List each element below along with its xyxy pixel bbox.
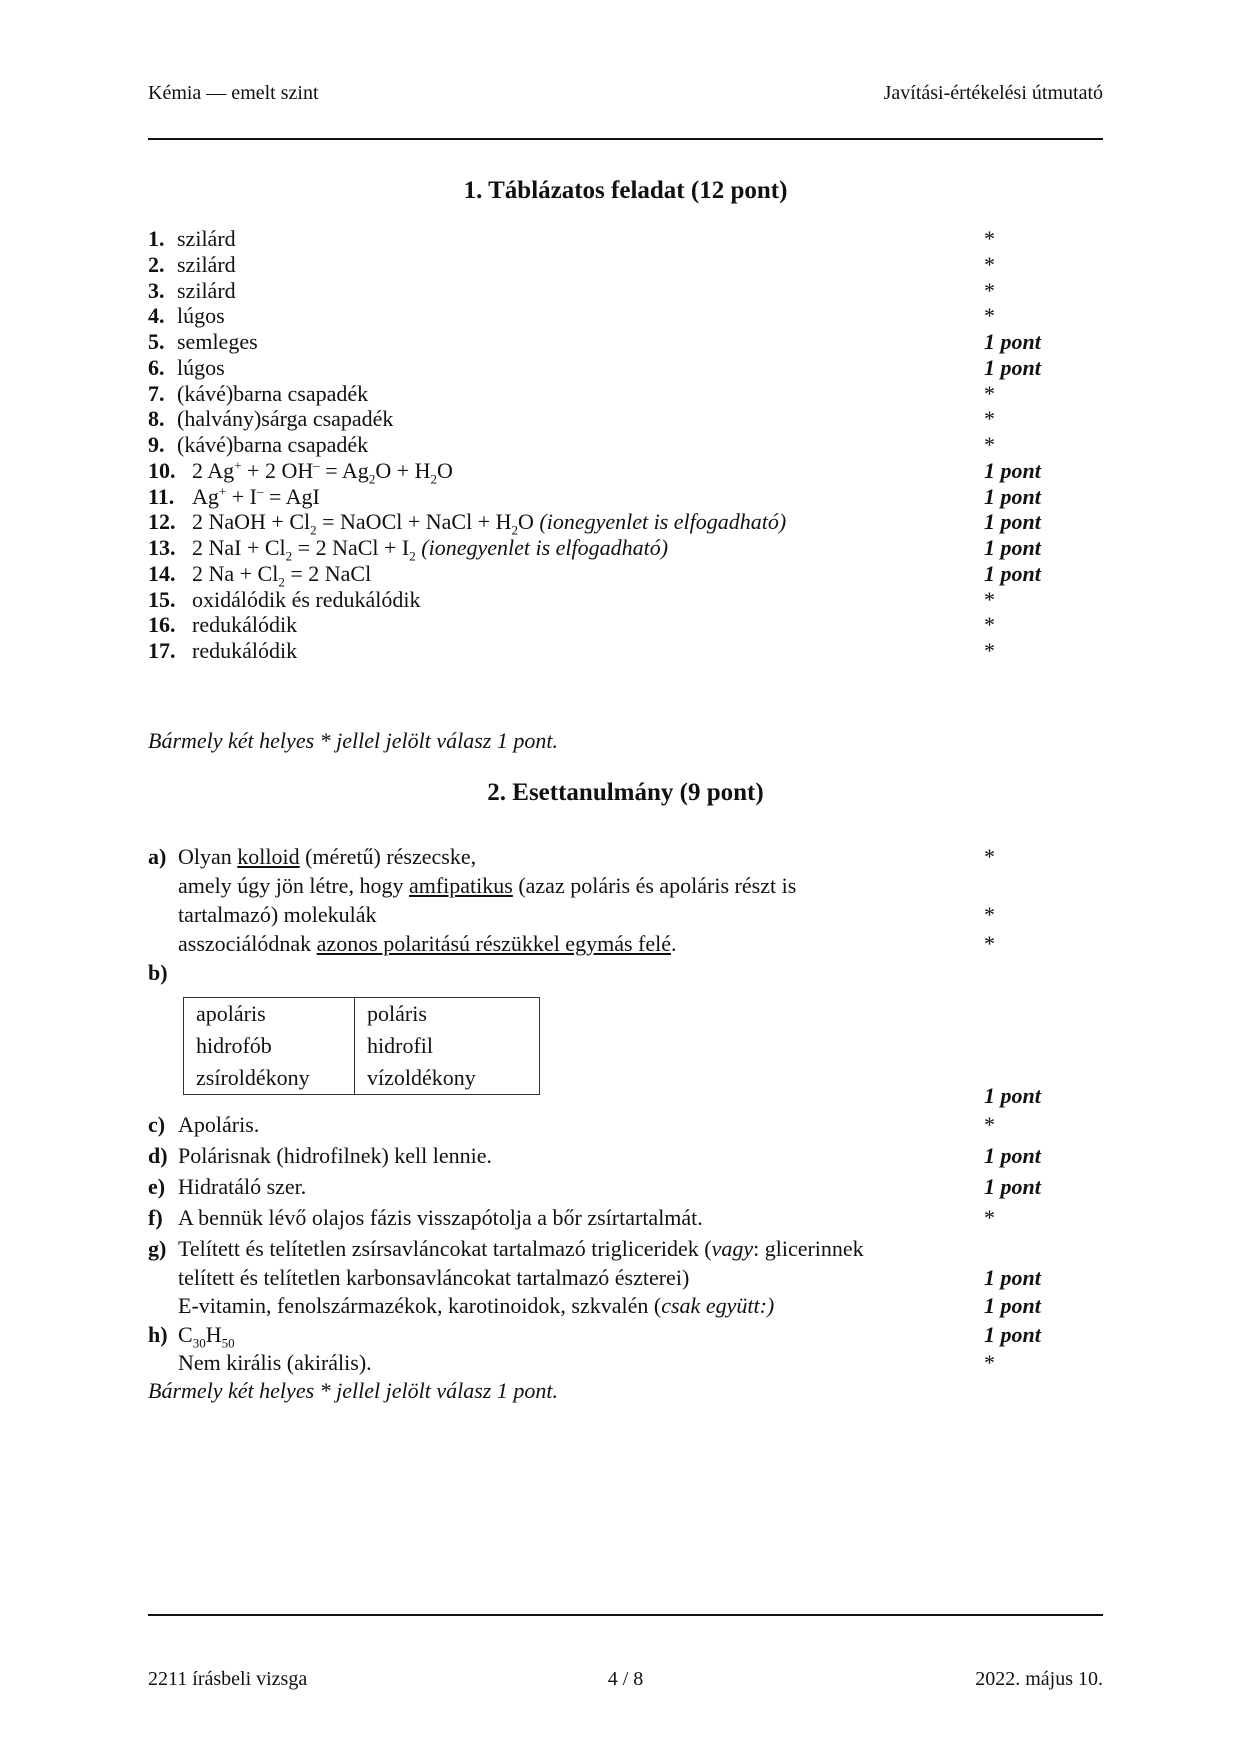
italic-text: csak együtt:) (661, 1293, 775, 1318)
score-mark: * (984, 1112, 995, 1137)
answer-text (192, 561, 372, 590)
answer-label: c) (148, 1112, 166, 1137)
answer-row (148, 277, 236, 305)
section2-note: Bármely két helyes * jellel jelölt válasz 1 pont. (148, 1378, 558, 1403)
answer-text (177, 406, 393, 431)
header-rule (148, 138, 1103, 140)
answer-text: Apoláris. (178, 1112, 260, 1137)
underlined-key-term: kolloid (237, 844, 300, 869)
score-points: 1 pont (984, 484, 1041, 509)
answer-label: g) (148, 1236, 167, 1261)
score-mark: * (984, 1350, 995, 1375)
polar-property-cell: vízoldékony (367, 1065, 476, 1090)
score-mark: * (984, 1205, 995, 1230)
answer-g-line2 (148, 1264, 689, 1292)
answer-row (148, 380, 368, 408)
footer-date: 2022. május 10. (975, 1668, 1103, 1690)
answer-f (148, 1204, 703, 1232)
answer-e (148, 1173, 306, 1201)
text: szilárd (177, 226, 236, 251)
apolar-property-cell: apoláris (184, 998, 355, 1031)
answer-label: h) (148, 1322, 168, 1347)
answer-text (192, 535, 669, 564)
score-mark: * (984, 587, 995, 612)
answer-text: Polárisnak (hidrofilnek) kell lennie. (178, 1143, 493, 1168)
answer-a-line1 (148, 843, 476, 871)
italic-note: (ionegyenlet is elfogadható) (421, 535, 669, 560)
score-points: 1 pont (984, 535, 1041, 560)
text: lúgos (177, 303, 225, 328)
apolar-property-cell: hidrofób (184, 1030, 355, 1062)
molecular-formula (178, 1322, 235, 1351)
answer-text: Hidratáló szer. (178, 1174, 307, 1199)
score-points: 1 pont (984, 1293, 1041, 1318)
score-mark: * (984, 278, 995, 303)
answer-text (192, 612, 297, 637)
answer-number: 14. (148, 561, 176, 586)
answer-row (148, 405, 393, 433)
score-points: 1 pont (984, 1143, 1041, 1168)
answer-h-line1 (148, 1321, 235, 1349)
superscript: – (313, 457, 320, 473)
underlined-key-term: amfipatikus (408, 873, 513, 898)
text: tartalmazó) molekulák (178, 902, 377, 927)
answer-number: 1. (148, 226, 165, 251)
text: Telített és telítetlen zsírsavláncokat tartalmazó trigliceridek ( (178, 1236, 712, 1261)
text: redukálódik (192, 638, 298, 663)
text: semleges (177, 329, 258, 354)
italic-text: vagy (711, 1236, 754, 1261)
answer-row (148, 586, 421, 614)
text: redukálódik (192, 612, 298, 637)
answer-text (192, 509, 787, 538)
answer-a-line4 (148, 930, 676, 958)
answer-row (148, 534, 668, 562)
text: (méretű) részecske, (299, 844, 477, 869)
superscript: + (234, 457, 242, 473)
section1-title: 1. Táblázatos feladat (12 pont) (463, 177, 788, 204)
score-points: 1 pont (984, 561, 1041, 586)
text: szilárd (177, 252, 236, 277)
answer-number: 10. (148, 458, 176, 483)
text: amely úgy jön létre, hogy (178, 873, 409, 898)
subscript: 2 (310, 522, 317, 538)
answer-number: 11. (148, 484, 175, 509)
score-points: 1 pont (984, 1174, 1041, 1199)
footer-rule (148, 1614, 1103, 1616)
text: O (518, 509, 540, 534)
answer-number: 12. (148, 509, 176, 534)
answer-d (148, 1142, 492, 1170)
answer-number: 17. (148, 638, 176, 663)
table-row (184, 998, 540, 1031)
answer-text (177, 432, 368, 457)
answer-row (148, 302, 225, 330)
answer-number: 13. (148, 535, 176, 560)
footer-exam-code: 2211 írásbeli vizsga (148, 1668, 308, 1690)
section1-note: Bármely két helyes * jellel jelölt válasz 1 pont. (148, 728, 558, 753)
text: = 2 NaCl (284, 561, 372, 586)
answer-h-line2 (148, 1349, 372, 1377)
text: = Ag (319, 458, 369, 483)
text: = AgI (263, 484, 320, 509)
subscript: 2 (278, 574, 285, 590)
subscript: 50 (221, 1335, 235, 1351)
answer-row (148, 225, 236, 253)
score-points: 1 pont (984, 509, 1041, 534)
score-mark: * (984, 638, 995, 663)
answer-g-line3 (148, 1292, 774, 1320)
answer-label: d) (148, 1143, 168, 1168)
underlined-key-term: azonos polaritású részükkel egymás felé (316, 931, 671, 956)
score-points: 1 pont (984, 1322, 1041, 1347)
answer-b-label-row (148, 959, 178, 987)
subscript: 2 (285, 548, 293, 564)
score-mark: * (984, 931, 995, 956)
score-mark: * (984, 381, 995, 406)
answer-number: 15. (148, 587, 176, 612)
text: oxidálódik és redukálódik (192, 587, 421, 612)
text: telített és telítetlen karbonsavláncokat tartalmazó észterei) (178, 1265, 690, 1290)
answer-row (148, 354, 225, 382)
text: szilárd (177, 278, 236, 303)
superscript: + (218, 483, 227, 499)
text: lúgos (177, 355, 225, 380)
answer-a-line3 (148, 901, 377, 929)
answer-number: 3. (148, 278, 165, 303)
text: E-vitamin, fenolszármazékok, karotinoidok, szkvalén ( (178, 1293, 662, 1318)
answer-number: 4. (148, 303, 165, 328)
text: H (205, 1322, 222, 1347)
score-mark: * (984, 406, 995, 431)
answer-row (148, 560, 371, 588)
text: = NaOCl + NaCl + H (316, 509, 512, 534)
apolar-property-cell: zsíroldékony (184, 1062, 355, 1095)
answer-label: f) (148, 1205, 163, 1230)
score-mark: * (984, 844, 995, 869)
answer-text (192, 484, 320, 509)
answer-text (177, 278, 236, 303)
answer-row (148, 637, 297, 665)
answer-number: 7. (148, 381, 165, 406)
score-mark: * (984, 226, 995, 251)
text: Nem királis (akirális). (178, 1350, 372, 1375)
subscript: 2 (430, 471, 437, 487)
italic-note: (ionegyenlet is elfogadható) (539, 509, 787, 534)
polarity-table (183, 997, 540, 1095)
text: 2 Ag (192, 458, 235, 483)
score-mark: * (984, 902, 995, 927)
polar-property-cell: poláris (367, 1001, 427, 1026)
answer-a-line2 (148, 872, 796, 900)
text: 2 NaI + Cl (192, 535, 286, 560)
table-row (184, 1062, 540, 1095)
table-row (184, 1030, 540, 1062)
answer-text: A bennük lévő olajos fázis visszapótolja a bőr zsírtartalmát. (178, 1205, 703, 1230)
header-doc-type: Javítási-értékelési útmutató (883, 82, 1103, 104)
score-mark: * (984, 612, 995, 637)
polar-property-cell: hidrofil (367, 1033, 433, 1058)
text: (kávé)barna csapadék (177, 432, 369, 457)
text: asszociálódnak (178, 931, 317, 956)
subscript: 2 (511, 522, 518, 538)
text: O + H (375, 458, 431, 483)
text: 2 NaOH + Cl (192, 509, 311, 534)
text: : glicerinnek (753, 1236, 864, 1261)
answer-row (148, 611, 297, 639)
text: Ag (192, 484, 219, 509)
score-mark: * (984, 432, 995, 457)
answer-g-line1 (148, 1235, 864, 1263)
score-points: 1 pont (984, 355, 1041, 380)
text: O (437, 458, 453, 483)
answer-label: e) (148, 1174, 166, 1199)
score-points: 1 pont (984, 329, 1041, 354)
text: . (670, 931, 677, 956)
text: + I (226, 484, 257, 509)
answer-text (177, 303, 225, 328)
text: C (178, 1322, 193, 1347)
footer-page-number: 4 / 8 (607, 1668, 644, 1690)
score-mark: * (984, 252, 995, 277)
subscript: 2 (368, 471, 376, 487)
answer-text (177, 226, 236, 251)
answer-number: 16. (148, 612, 176, 637)
score-points: 1 pont (984, 458, 1041, 483)
answer-text (192, 457, 453, 487)
answer-text (177, 381, 368, 406)
text: (halvány)sárga csapadék (177, 406, 394, 431)
answer-row (148, 328, 258, 356)
text: = 2 NaCl + I (292, 535, 410, 560)
answer-text (177, 329, 258, 354)
answer-number: 2. (148, 252, 165, 277)
answer-row (148, 508, 786, 536)
text: + 2 OH (241, 458, 314, 483)
section2-title: 2. Esettanulmány (9 pont) (487, 779, 764, 806)
answer-label: a) (148, 844, 167, 869)
answer-text (177, 252, 236, 277)
answer-c (148, 1111, 259, 1139)
score-mark: * (984, 303, 995, 328)
text: (kávé)barna csapadék (177, 381, 369, 406)
answer-row (148, 431, 368, 459)
header-subject: Kémia — emelt szint (148, 82, 319, 104)
answer-number: 8. (148, 406, 165, 431)
subscript: 2 (409, 548, 416, 564)
answer-number: 9. (148, 432, 165, 457)
answer-number: 5. (148, 329, 165, 354)
answer-text (192, 638, 297, 663)
answer-text (192, 587, 421, 612)
answer-row (148, 251, 236, 279)
score-points: 1 pont (984, 1265, 1041, 1290)
answer-label: b) (148, 960, 168, 985)
subscript: 30 (192, 1335, 206, 1351)
text: 2 Na + Cl (192, 561, 279, 586)
answer-text (177, 355, 225, 380)
score-points: 1 pont (984, 1083, 1041, 1108)
superscript: – (256, 483, 264, 499)
answer-row (148, 457, 453, 485)
text: Olyan (178, 844, 238, 869)
answer-number: 6. (148, 355, 165, 380)
answer-row (148, 483, 320, 511)
text: (azaz poláris és apoláris részt is (512, 873, 797, 898)
